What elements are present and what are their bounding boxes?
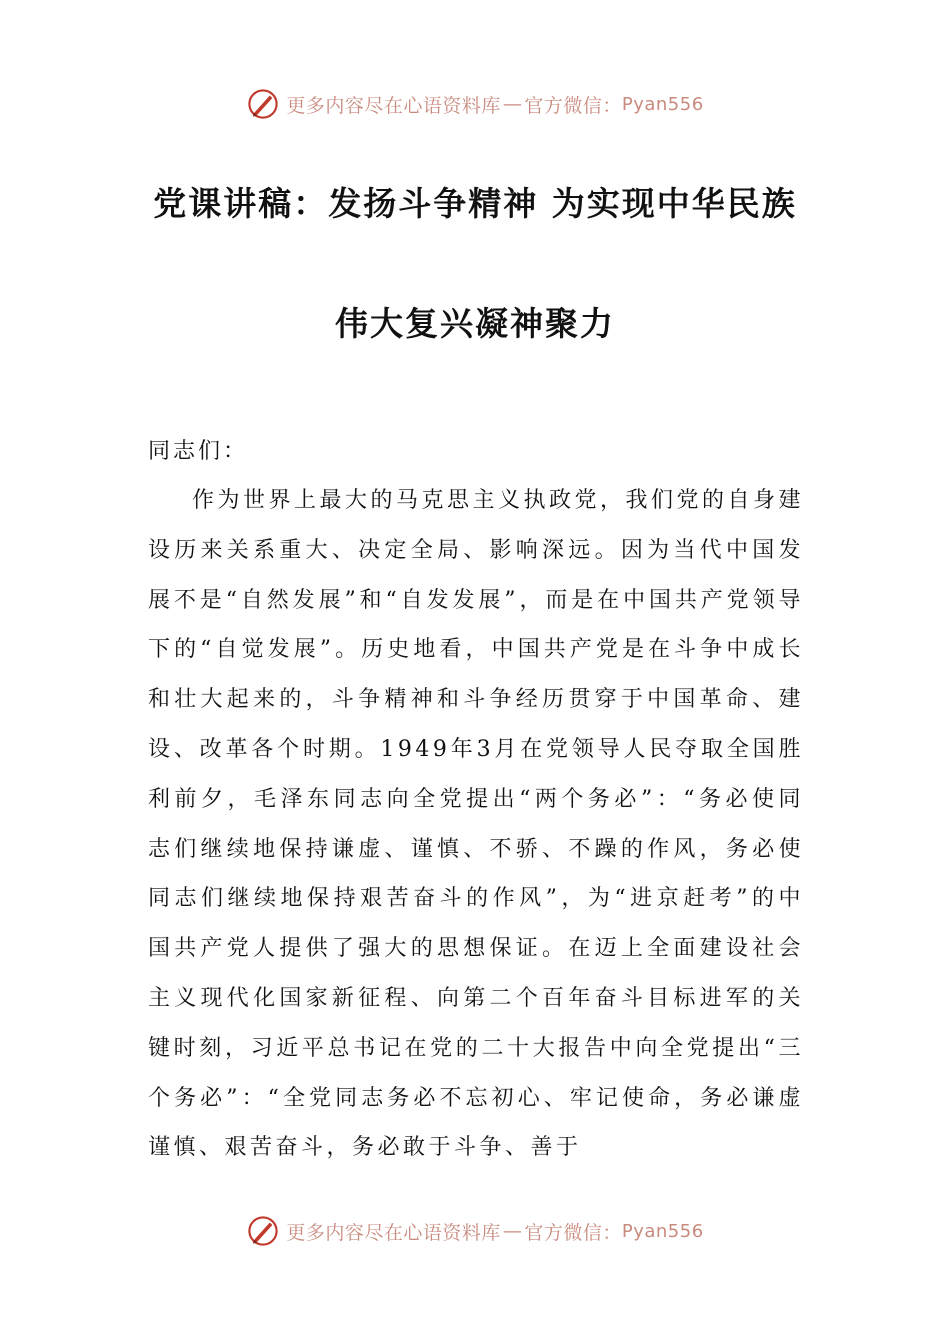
pen-circle-logo-icon: [246, 1214, 280, 1248]
document-title-line1: 党课讲稿：发扬斗争精神 为实现中华民族: [153, 184, 797, 223]
watermark-separator: —: [502, 93, 523, 115]
header-watermark: [0, 82, 950, 126]
watermark-separator: —: [502, 1220, 523, 1242]
watermark-contact-id: Pyan556: [621, 1220, 704, 1242]
body-paragraph: 作为世界上最大的马克思主义执政党，我们党的自身建设历来关系重大、决定全局、影响深远。因为当代中国发展不是“自然发展”和“自发发展”，而是在中国共产党领导下的“自觉发展”。历史地看，中国共产党是在斗争中成长和壮大起来的，斗争精神和斗争经历贯穿于中国革命、建设、改革各个时期。1949年3月在党领导人民夺取全国胜利前夕，毛泽东同志向全党提出“两个务必”：“务必使同志们继续地保持谦虚、谨慎、不骄、不躁的作风，务必使同志们继续地保持艰苦奋斗的作风”，为“进京赶考”的中国共产党人提供了强大的思想保证。在迈上全面建设社会主义现代化国家新征程、向第二个百年奋斗目标进军的关键时刻，习近平总书记在党的二十大报告中向全党提出“三个务必”：“全党同志务必不忘初心、牢记使命，务必谦虚谨慎、艰苦奋斗，务必敢于斗争、善于: [148, 488, 804, 1161]
watermark-contact-label: 官方微信：: [524, 1221, 622, 1244]
watermark-site-text: 更多内容尽在心语资料库: [286, 94, 501, 117]
pen-circle-logo-icon: [246, 87, 280, 121]
footer-watermark: [0, 1209, 950, 1253]
watermark-contact-id: Pyan556: [621, 93, 704, 115]
watermark-contact-label: 官方微信：: [524, 94, 622, 117]
document-title-line2: 伟大复兴凝神聚力: [335, 304, 615, 343]
salutation: 同志们：: [148, 439, 249, 464]
watermark-site-text: 更多内容尽在心语资料库: [286, 1221, 501, 1244]
